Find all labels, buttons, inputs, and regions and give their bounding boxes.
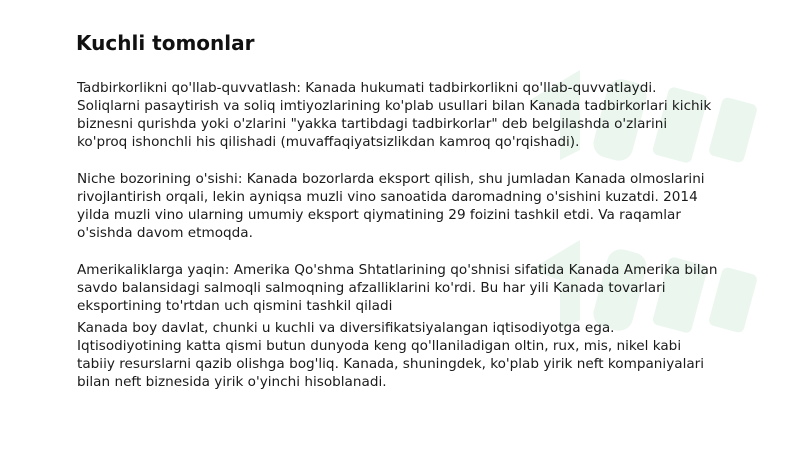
paragraph-entrepreneurship: Tadbirkorlikni qo'llab-quvvatlash: Kanada hukumati tadbirkorlikni qo'llab-quvvatlaydi. Soliqlarni pasaytirish va soliq imtiyozlarining ko'plab usullari bilan Kanada tadbirkorlari kichik biznesni qurishda yoki o'zlarini "yakka tartibdagi tadbirkorlar" deb belgilashda o'zlarini ko'proq ishonchli his qilishadi (muvaffaqiyatsizlikdan kamroq qo'rqishadi). <box>77 80 712 150</box>
slide-title: Kuchli tomonlar <box>76 31 255 55</box>
paragraph-rich-economy: Kanada boy davlat, chunki u kuchli va diversifikatsiyalangan iqtisodiyotga ega. Iqtisodiyotining katta qismi butun dunyoda keng qo'llaniladigan oltin, rux, mis, nikel kabi tabiiy resurslarni qazib olishga bog'liq. Kanada, shuningdek, ko'plab yirik neft kompaniyalari bilan neft biznesida yirik o'yinchi hisoblanadi. <box>77 320 705 390</box>
paragraph-niche-market: Niche bozorining o'sishi: Kanada bozorlarda eksport qilish, shu jumladan Kanada olmoslarini rivojlantirish orqali, lekin ayniqsa muzli vino sanoatida daromadning o'sishini kuzatdi. 2014 yilda muzli vino ularning umumiy eksport qiymatining 29 foizini tashkil etdi. Va raqamlar o'sishda davom etmoqda. <box>77 171 705 241</box>
slide-body <box>77 79 777 391</box>
paragraph-proximity-usa: Amerikaliklarga yaqin: Amerika Qo'shma Shtatlarining qo'shnisi sifatida Kanada Amerika bilan savdo balansidagi salmoqli salmoqning afzalliklarini ko'rdi. Bu har yili Kanada tovarlari eksportining to'rtdan uch qismini tashkil qiladi <box>77 262 718 314</box>
